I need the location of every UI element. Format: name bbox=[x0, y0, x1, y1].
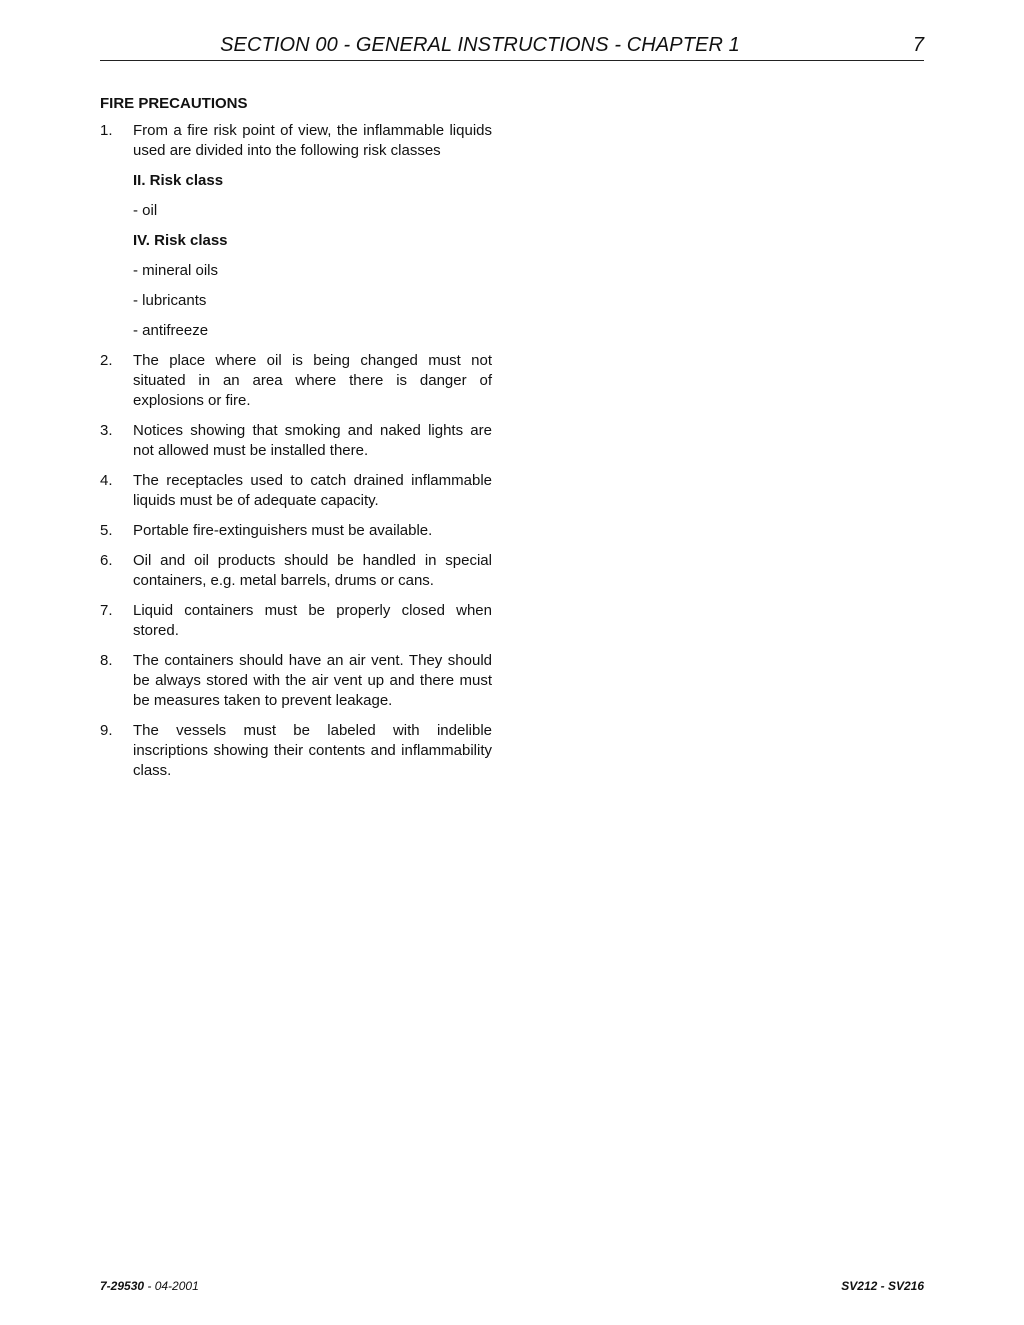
list-item bbox=[100, 721, 492, 781]
list-item bbox=[100, 601, 492, 641]
item-text: The vessels must be labeled with indelible inscriptions showing their contents and inflammability class. bbox=[133, 722, 492, 779]
footer-date: - 04-2001 bbox=[144, 1279, 199, 1293]
item-text: The containers should have an air vent. They should be always stored with the air vent up and there must be measures taken to prevent leakage. bbox=[133, 652, 492, 709]
section-heading: FIRE PRECAUTIONS bbox=[100, 95, 248, 112]
item-text: Liquid containers must be properly closed when stored. bbox=[133, 602, 492, 639]
item-text: The receptacles used to catch drained inflammable liquids must be of adequate capacity. bbox=[133, 472, 492, 509]
risk-class-entry: - antifreeze bbox=[133, 322, 209, 339]
risk-class-title: II. Risk class bbox=[133, 172, 224, 189]
page-number: 7 bbox=[912, 34, 924, 56]
risk-class-title: IV. Risk class bbox=[133, 232, 228, 249]
list-item bbox=[100, 471, 492, 511]
risk-class-entry: - oil bbox=[133, 202, 158, 219]
list-item bbox=[100, 651, 492, 711]
footer-doc-number: 7-29530 bbox=[100, 1279, 145, 1293]
item-number: 8. bbox=[100, 652, 113, 669]
item-text: Portable fire-extinguishers must be available. bbox=[133, 522, 433, 539]
item-number: 7. bbox=[100, 602, 113, 619]
item-text: From a fire risk point of view, the inflammable liquids used are divided into the following risk classes bbox=[133, 122, 492, 159]
item-text: Oil and oil products should be handled in special containers, e.g. metal barrels, drums or cans. bbox=[133, 552, 492, 589]
list-item bbox=[100, 521, 492, 541]
list-item bbox=[100, 551, 492, 591]
list-item bbox=[100, 121, 492, 161]
item-number: 4. bbox=[100, 472, 113, 489]
footer-doc-info bbox=[100, 1279, 199, 1293]
list-item bbox=[100, 351, 492, 411]
risk-class-entry: - mineral oils bbox=[133, 262, 219, 279]
item-number: 6. bbox=[100, 552, 113, 569]
item-number: 1. bbox=[100, 122, 113, 139]
page-header bbox=[100, 32, 924, 61]
item-number: 2. bbox=[100, 352, 113, 369]
item-number: 3. bbox=[100, 422, 113, 439]
item-number: 5. bbox=[100, 522, 113, 539]
footer-models: SV212 - SV216 bbox=[841, 1279, 924, 1293]
list-item bbox=[100, 421, 492, 461]
fire-precautions-section bbox=[100, 94, 492, 791]
header-title: SECTION 00 - GENERAL INSTRUCTIONS - CHAPTER 1 bbox=[220, 34, 740, 56]
item-text: Notices showing that smoking and naked lights are not allowed must be installed there. bbox=[133, 422, 492, 459]
risk-class-entry: - lubricants bbox=[133, 292, 207, 309]
item-number: 9. bbox=[100, 722, 113, 739]
item-text: The place where oil is being changed must not situated in an area where there is danger of explosions or fire. bbox=[133, 352, 492, 409]
